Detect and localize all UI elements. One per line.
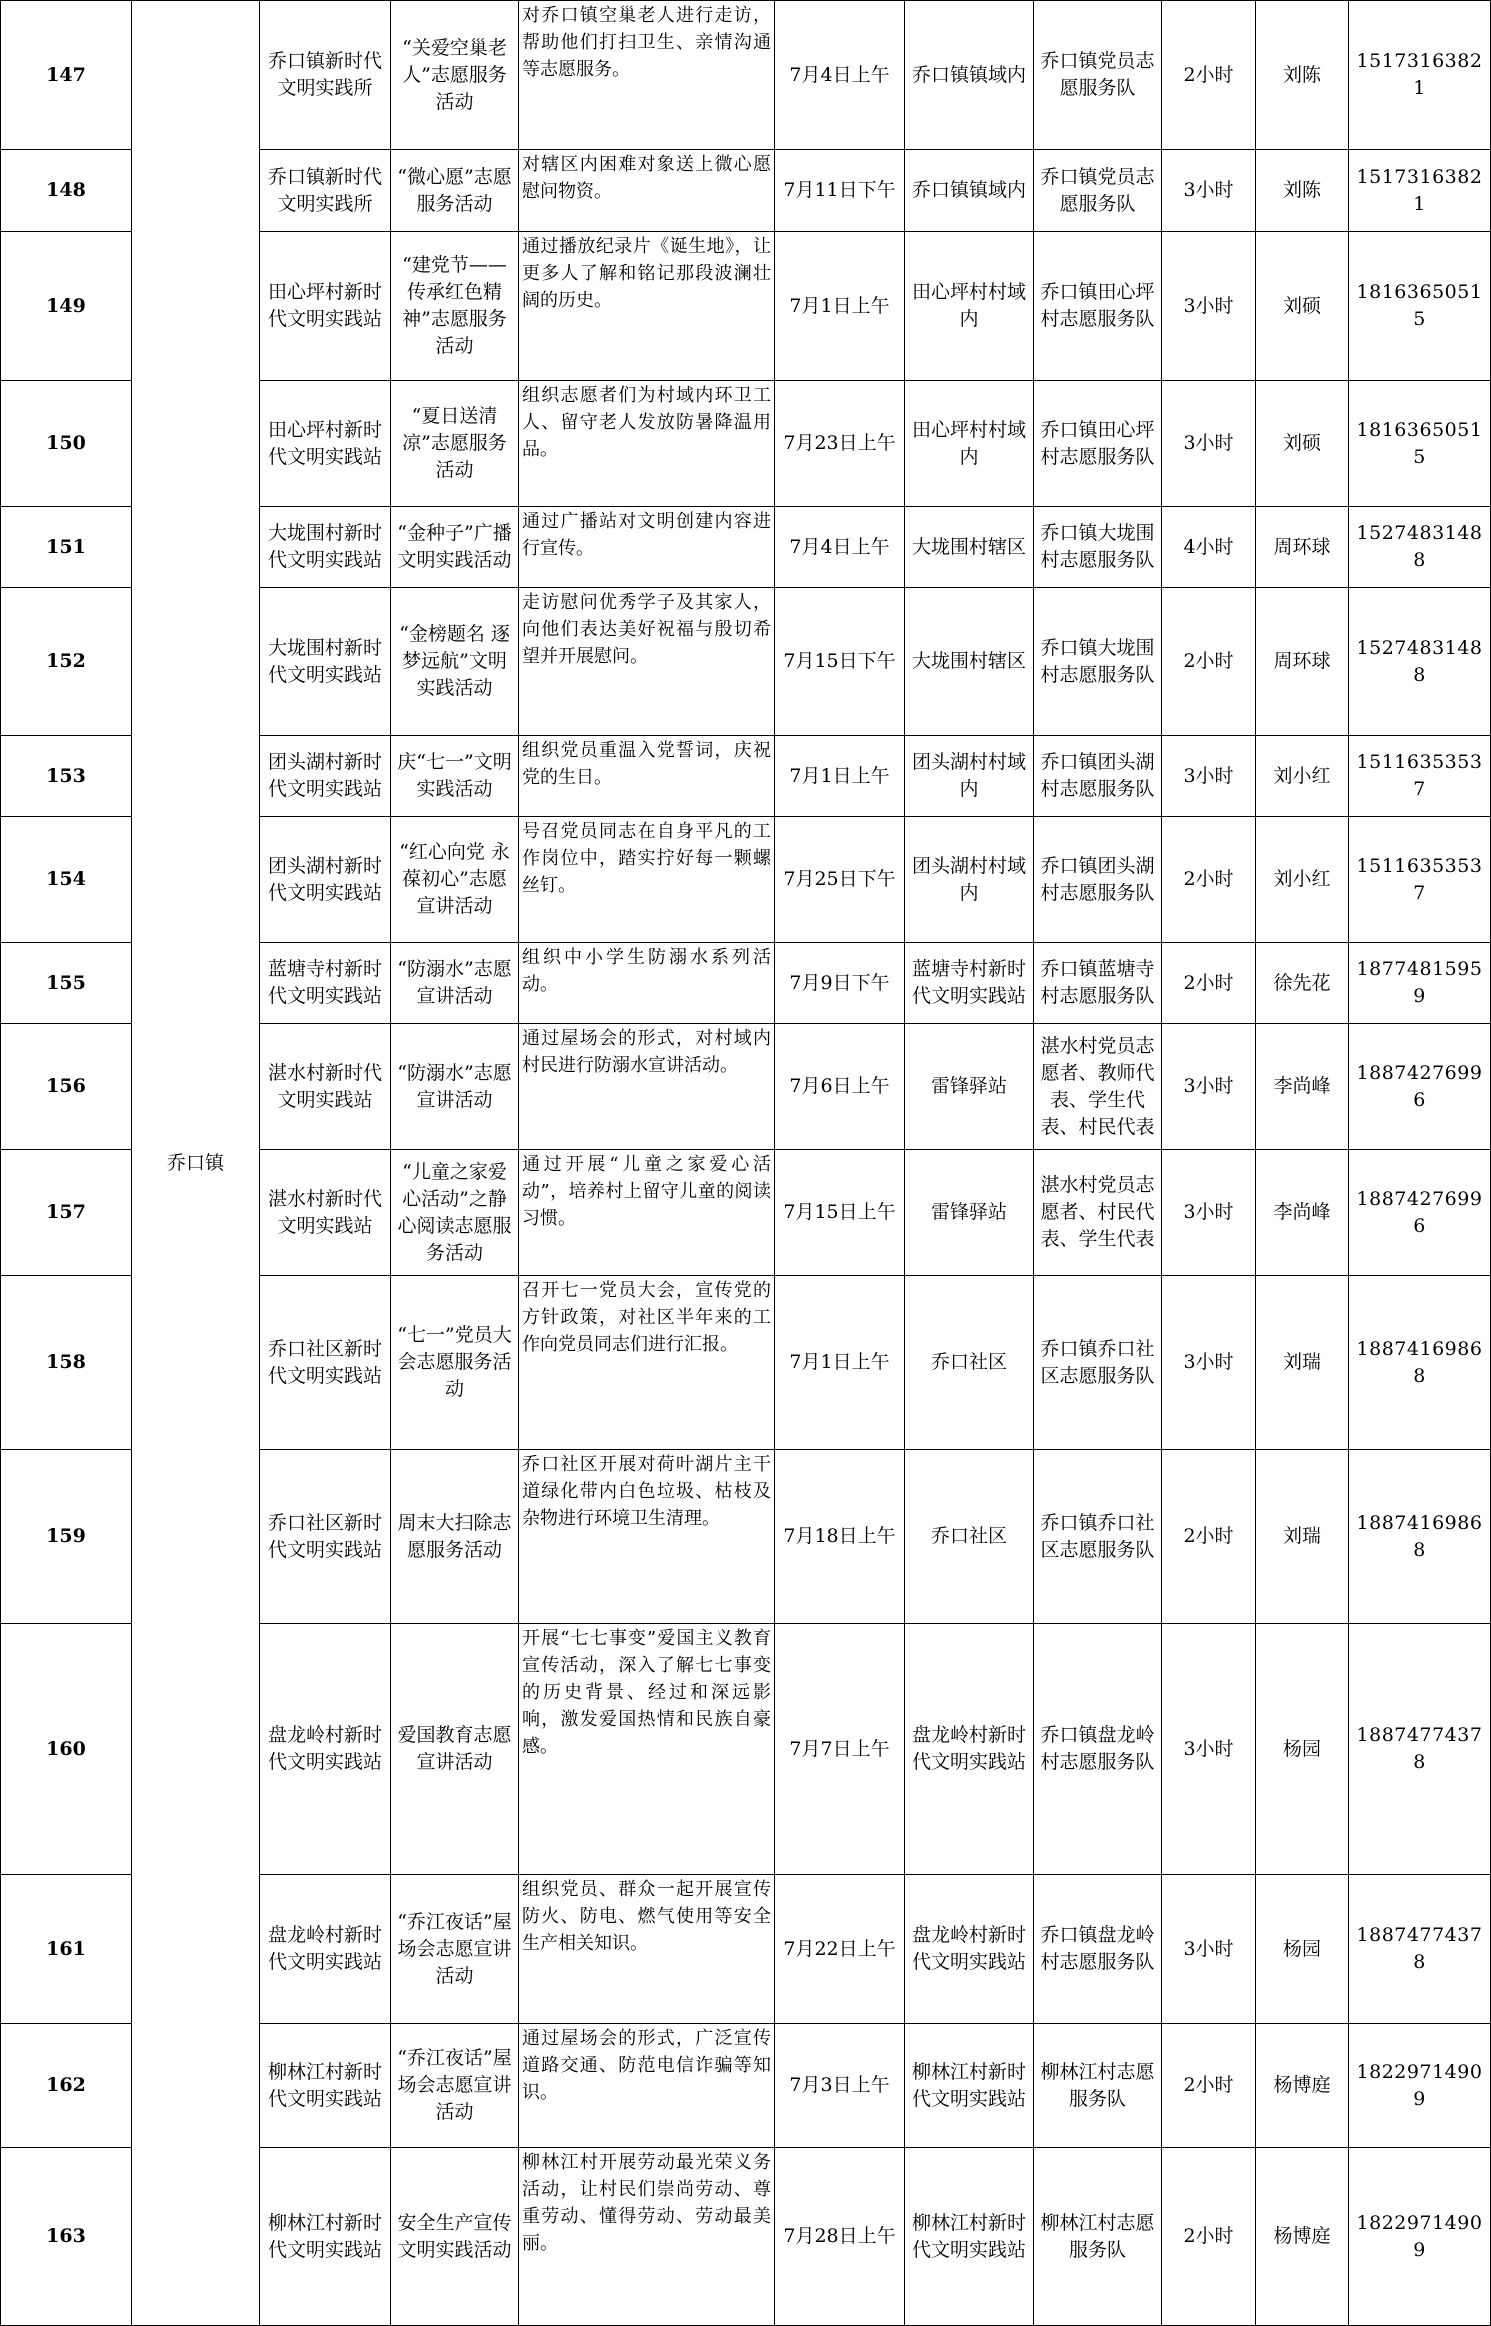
contact-phone: 18229714909 bbox=[1349, 2148, 1491, 2326]
service-team: 乔口镇田心坪村志愿服务队 bbox=[1034, 381, 1162, 507]
activity-duration: 4小时 bbox=[1162, 507, 1256, 588]
service-team: 乔口镇盘龙岭村志愿服务队 bbox=[1034, 1875, 1162, 2024]
practice-station: 盘龙岭村新时代文明实践站 bbox=[260, 1624, 391, 1875]
township-cell: 乔口镇 bbox=[132, 1, 260, 2326]
activity-content: 组织志愿者们为村域内环卫工人、留守老人发放防暑降温用品。 bbox=[519, 381, 775, 507]
table-row bbox=[1, 1, 1491, 150]
row-number: 160 bbox=[1, 1624, 132, 1875]
activity-name: “金种子”广播文明实践活动 bbox=[391, 507, 519, 588]
service-team: 乔口镇党员志愿服务队 bbox=[1034, 150, 1162, 232]
service-team: 乔口镇团头湖村志愿服务队 bbox=[1034, 817, 1162, 943]
activity-name: “七一”党员大会志愿服务活动 bbox=[391, 1276, 519, 1450]
activity-content: 组织党员、群众一起开展宣传防火、防电、燃气使用等安全生产相关知识。 bbox=[519, 1875, 775, 2024]
activity-name: 爱国教育志愿宣讲活动 bbox=[391, 1624, 519, 1875]
activity-time: 7月1日上午 bbox=[775, 736, 905, 817]
practice-station: 蓝塘寺村新时代文明实践站 bbox=[260, 943, 391, 1024]
contact-phone: 15173163821 bbox=[1349, 1, 1491, 150]
activity-content: 对乔口镇空巢老人进行走访，帮助他们打扫卫生、亲情沟通等志愿服务。 bbox=[519, 1, 775, 150]
row-number: 156 bbox=[1, 1024, 132, 1150]
row-number: 152 bbox=[1, 588, 132, 736]
activity-time: 7月18日上午 bbox=[775, 1450, 905, 1624]
service-team: 柳林江村志愿服务队 bbox=[1034, 2024, 1162, 2148]
contact-phone: 18874276996 bbox=[1349, 1024, 1491, 1150]
service-team: 乔口镇田心坪村志愿服务队 bbox=[1034, 232, 1162, 381]
activity-duration: 2小时 bbox=[1162, 1, 1256, 150]
activity-place: 田心坪村村域内 bbox=[905, 232, 1034, 381]
contact-phone: 15274831488 bbox=[1349, 588, 1491, 736]
contact-phone: 15116353537 bbox=[1349, 817, 1491, 943]
activity-time: 7月11日下午 bbox=[775, 150, 905, 232]
row-number: 148 bbox=[1, 150, 132, 232]
activity-time: 7月4日上午 bbox=[775, 507, 905, 588]
activity-time: 7月23日上午 bbox=[775, 381, 905, 507]
service-team: 乔口镇盘龙岭村志愿服务队 bbox=[1034, 1624, 1162, 1875]
activity-content: 通过屋场会的形式，广泛宣传道路交通、防范电信诈骗等知识。 bbox=[519, 2024, 775, 2148]
row-number: 157 bbox=[1, 1150, 132, 1276]
activity-place: 乔口镇镇域内 bbox=[905, 150, 1034, 232]
contact-person: 刘小红 bbox=[1256, 736, 1349, 817]
activity-name: “夏日送清凉”志愿服务活动 bbox=[391, 381, 519, 507]
activity-place: 雷锋驿站 bbox=[905, 1150, 1034, 1276]
activity-name: “金榜题名 逐梦远航”文明实践活动 bbox=[391, 588, 519, 736]
contact-phone: 15173163821 bbox=[1349, 150, 1491, 232]
practice-station: 团头湖村新时代文明实践站 bbox=[260, 736, 391, 817]
activity-content: 通过屋场会的形式，对村域内村民进行防溺水宣讲活动。 bbox=[519, 1024, 775, 1150]
activity-content: 开展“七七事变”爱国主义教育宣传活动，深入了解七七事变的历史背景、经过和深远影响，激发爱国热情和民族自豪感。 bbox=[519, 1624, 775, 1875]
activity-content: 召开七一党员大会，宣传党的方针政策，对社区半年来的工作向党员同志们进行汇报。 bbox=[519, 1276, 775, 1450]
contact-phone: 18874774378 bbox=[1349, 1624, 1491, 1875]
row-number: 158 bbox=[1, 1276, 132, 1450]
contact-person: 杨博庭 bbox=[1256, 2148, 1349, 2326]
practice-station: 湛水村新时代文明实践站 bbox=[260, 1150, 391, 1276]
row-number: 163 bbox=[1, 2148, 132, 2326]
activity-content: 走访慰问优秀学子及其家人，向他们表达美好祝福与殷切希望并开展慰问。 bbox=[519, 588, 775, 736]
activity-name: “防溺水”志愿宣讲活动 bbox=[391, 1024, 519, 1150]
contact-person: 刘陈 bbox=[1256, 1, 1349, 150]
activity-content: 号召党员同志在自身平凡的工作岗位中，踏实拧好每一颗螺丝钉。 bbox=[519, 817, 775, 943]
activity-duration: 2小时 bbox=[1162, 943, 1256, 1024]
row-number: 155 bbox=[1, 943, 132, 1024]
contact-person: 李尚峰 bbox=[1256, 1024, 1349, 1150]
contact-phone: 18229714909 bbox=[1349, 2024, 1491, 2148]
contact-phone: 15116353537 bbox=[1349, 736, 1491, 817]
row-number: 159 bbox=[1, 1450, 132, 1624]
activity-time: 7月1日上午 bbox=[775, 232, 905, 381]
activity-place: 雷锋驿站 bbox=[905, 1024, 1034, 1150]
activity-place: 盘龙岭村新时代文明实践站 bbox=[905, 1875, 1034, 2024]
activity-time: 7月1日上午 bbox=[775, 1276, 905, 1450]
activity-name: “红心向党 永葆初心”志愿宣讲活动 bbox=[391, 817, 519, 943]
row-number: 149 bbox=[1, 232, 132, 381]
contact-phone: 18874276996 bbox=[1349, 1150, 1491, 1276]
activity-time: 7月15日上午 bbox=[775, 1150, 905, 1276]
practice-station: 大垅围村新时代文明实践站 bbox=[260, 507, 391, 588]
activity-duration: 2小时 bbox=[1162, 817, 1256, 943]
activity-duration: 2小时 bbox=[1162, 588, 1256, 736]
activity-content: 通过开展“儿童之家爱心活动”，培养村上留守儿童的阅读习惯。 bbox=[519, 1150, 775, 1276]
contact-person: 周环球 bbox=[1256, 588, 1349, 736]
activity-time: 7月7日上午 bbox=[775, 1624, 905, 1875]
row-number: 147 bbox=[1, 1, 132, 150]
activity-content: 通过播放纪录片《诞生地》，让更多人了解和铭记那段波澜壮阔的历史。 bbox=[519, 232, 775, 381]
practice-station: 乔口社区新时代文明实践站 bbox=[260, 1450, 391, 1624]
contact-phone: 18874774378 bbox=[1349, 1875, 1491, 2024]
activity-duration: 2小时 bbox=[1162, 2024, 1256, 2148]
contact-phone: 18874169868 bbox=[1349, 1450, 1491, 1624]
activity-time: 7月25日下午 bbox=[775, 817, 905, 943]
row-number: 150 bbox=[1, 381, 132, 507]
activity-duration: 3小时 bbox=[1162, 1150, 1256, 1276]
contact-person: 刘小红 bbox=[1256, 817, 1349, 943]
contact-person: 杨园 bbox=[1256, 1624, 1349, 1875]
activity-name: “防溺水”志愿宣讲活动 bbox=[391, 943, 519, 1024]
practice-station: 盘龙岭村新时代文明实践站 bbox=[260, 1875, 391, 2024]
contact-phone: 15274831488 bbox=[1349, 507, 1491, 588]
row-number: 154 bbox=[1, 817, 132, 943]
service-team: 乔口镇大垅围村志愿服务队 bbox=[1034, 588, 1162, 736]
activity-name: “关爱空巢老人”志愿服务活动 bbox=[391, 1, 519, 150]
practice-station: 湛水村新时代文明实践站 bbox=[260, 1024, 391, 1150]
contact-person: 刘瑞 bbox=[1256, 1276, 1349, 1450]
activity-duration: 3小时 bbox=[1162, 1624, 1256, 1875]
table-body bbox=[1, 1, 1491, 2326]
service-team: 湛水村党员志愿者、教师代表、学生代表、村民代表 bbox=[1034, 1024, 1162, 1150]
practice-station: 乔口社区新时代文明实践站 bbox=[260, 1276, 391, 1450]
activity-duration: 2小时 bbox=[1162, 1450, 1256, 1624]
activity-place: 大垅围村辖区 bbox=[905, 507, 1034, 588]
activity-duration: 2小时 bbox=[1162, 2148, 1256, 2326]
activity-content: 通过广播站对文明创建内容进行宣传。 bbox=[519, 507, 775, 588]
contact-phone: 18163650515 bbox=[1349, 381, 1491, 507]
practice-station: 田心坪村新时代文明实践站 bbox=[260, 381, 391, 507]
service-team: 柳林江村志愿服务队 bbox=[1034, 2148, 1162, 2326]
activity-place: 乔口镇镇域内 bbox=[905, 1, 1034, 150]
service-team: 乔口镇乔口社区志愿服务队 bbox=[1034, 1450, 1162, 1624]
activity-time: 7月28日上午 bbox=[775, 2148, 905, 2326]
activity-place: 乔口社区 bbox=[905, 1450, 1034, 1624]
activity-duration: 3小时 bbox=[1162, 150, 1256, 232]
activity-duration: 3小时 bbox=[1162, 1024, 1256, 1150]
service-team: 乔口镇蓝塘寺村志愿服务队 bbox=[1034, 943, 1162, 1024]
activity-name: “乔江夜话”屋场会志愿宣讲活动 bbox=[391, 1875, 519, 2024]
row-number: 162 bbox=[1, 2024, 132, 2148]
contact-person: 李尚峰 bbox=[1256, 1150, 1349, 1276]
activity-name: 庆“七一”文明实践活动 bbox=[391, 736, 519, 817]
activity-content: 组织党员重温入党誓词，庆祝党的生日。 bbox=[519, 736, 775, 817]
activity-duration: 3小时 bbox=[1162, 1875, 1256, 2024]
activity-name: “微心愿”志愿服务活动 bbox=[391, 150, 519, 232]
service-team: 乔口镇乔口社区志愿服务队 bbox=[1034, 1276, 1162, 1450]
activity-place: 柳林江村新时代文明实践站 bbox=[905, 2024, 1034, 2148]
activity-duration: 3小时 bbox=[1162, 1276, 1256, 1450]
activity-place: 团头湖村村域内 bbox=[905, 736, 1034, 817]
contact-person: 杨博庭 bbox=[1256, 2024, 1349, 2148]
service-team: 乔口镇党员志愿服务队 bbox=[1034, 1, 1162, 150]
activity-duration: 3小时 bbox=[1162, 736, 1256, 817]
activity-content: 组织中小学生防溺水系列活动。 bbox=[519, 943, 775, 1024]
service-team: 湛水村党员志愿者、村民代表、学生代表 bbox=[1034, 1150, 1162, 1276]
activity-duration: 3小时 bbox=[1162, 381, 1256, 507]
contact-person: 刘硕 bbox=[1256, 232, 1349, 381]
practice-station: 田心坪村新时代文明实践站 bbox=[260, 232, 391, 381]
contact-phone: 18874169868 bbox=[1349, 1276, 1491, 1450]
contact-person: 刘瑞 bbox=[1256, 1450, 1349, 1624]
activity-content: 对辖区内困难对象送上微心愿慰问物资。 bbox=[519, 150, 775, 232]
contact-person: 杨园 bbox=[1256, 1875, 1349, 2024]
practice-station: 柳林江村新时代文明实践站 bbox=[260, 2148, 391, 2326]
contact-person: 徐先花 bbox=[1256, 943, 1349, 1024]
activity-name: 周末大扫除志愿服务活动 bbox=[391, 1450, 519, 1624]
activity-place: 大垅围村辖区 bbox=[905, 588, 1034, 736]
service-team: 乔口镇大垅围村志愿服务队 bbox=[1034, 507, 1162, 588]
row-number: 153 bbox=[1, 736, 132, 817]
activity-place: 田心坪村村域内 bbox=[905, 381, 1034, 507]
contact-phone: 18163650515 bbox=[1349, 232, 1491, 381]
activity-time: 7月4日上午 bbox=[775, 1, 905, 150]
activity-time: 7月9日下午 bbox=[775, 943, 905, 1024]
service-team: 乔口镇团头湖村志愿服务队 bbox=[1034, 736, 1162, 817]
contact-phone: 18774815959 bbox=[1349, 943, 1491, 1024]
practice-station: 团头湖村新时代文明实践站 bbox=[260, 817, 391, 943]
contact-person: 周环球 bbox=[1256, 507, 1349, 588]
activity-time: 7月3日上午 bbox=[775, 2024, 905, 2148]
practice-station: 大垅围村新时代文明实践站 bbox=[260, 588, 391, 736]
activity-content: 乔口社区开展对荷叶湖片主干道绿化带内白色垃圾、枯枝及杂物进行环境卫生清理。 bbox=[519, 1450, 775, 1624]
activity-duration: 3小时 bbox=[1162, 232, 1256, 381]
activity-place: 乔口社区 bbox=[905, 1276, 1034, 1450]
contact-person: 刘陈 bbox=[1256, 150, 1349, 232]
practice-station: 柳林江村新时代文明实践站 bbox=[260, 2024, 391, 2148]
activity-time: 7月6日上午 bbox=[775, 1024, 905, 1150]
activity-place: 盘龙岭村新时代文明实践站 bbox=[905, 1624, 1034, 1875]
activity-place: 蓝塘寺村新时代文明实践站 bbox=[905, 943, 1034, 1024]
row-number: 161 bbox=[1, 1875, 132, 2024]
activity-time: 7月15日下午 bbox=[775, 588, 905, 736]
activity-place: 团头湖村村域内 bbox=[905, 817, 1034, 943]
activity-place: 柳林江村新时代文明实践站 bbox=[905, 2148, 1034, 2326]
activity-time: 7月22日上午 bbox=[775, 1875, 905, 2024]
activity-content: 柳林江村开展劳动最光荣义务活动，让村民们崇尚劳动、尊重劳动、懂得劳动、劳动最美丽。 bbox=[519, 2148, 775, 2326]
row-number: 151 bbox=[1, 507, 132, 588]
activity-name: “儿童之家爱心活动”之静心阅读志愿服务活动 bbox=[391, 1150, 519, 1276]
practice-station: 乔口镇新时代文明实践所 bbox=[260, 1, 391, 150]
activity-name: “建党节——传承红色精神”志愿服务活动 bbox=[391, 232, 519, 381]
contact-person: 刘硕 bbox=[1256, 381, 1349, 507]
practice-station: 乔口镇新时代文明实践所 bbox=[260, 150, 391, 232]
activity-name: “乔江夜话”屋场会志愿宣讲活动 bbox=[391, 2024, 519, 2148]
activity-name: 安全生产宣传文明实践活动 bbox=[391, 2148, 519, 2326]
